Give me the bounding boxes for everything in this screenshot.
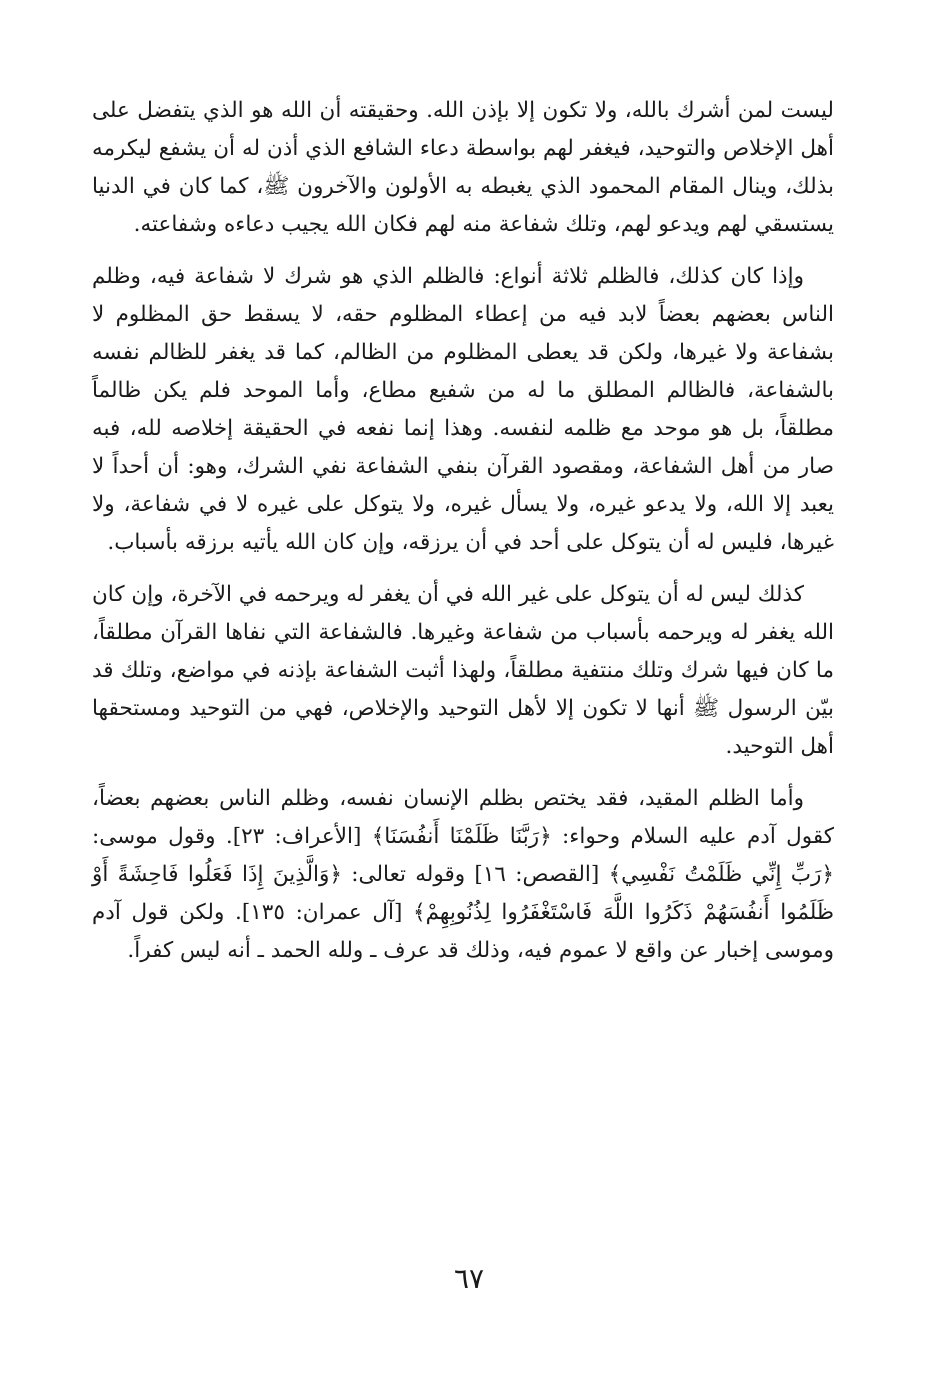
paragraph-1: ليست لمن أشرك بالله، ولا تكون إلا بإذن الله. وحقيقته أن الله هو الذي يتفضل على أهل الإخلاص والتوحيد، فيغفر لهم بواسطة دعاء الشافع الذي أذن له أن يشفع ليكرمه بذلك، وينال المقام المحمود الذي يغبطه به الأولون والآخرون ﷺ، كما كان في الدنيا يستسقي لهم ويدعو لهم، وتلك شفاعة منه لهم فكان الله يجيب دعاءه وشفاعته. xyxy=(92,98,834,237)
paragraph-4: وأما الظلم المقيد، فقد يختص بظلم الإنسان نفسه، وظلم الناس بعضهم بعضاً، كقول آدم عليه السلام وحواء: ﴿رَبَّنَا ظَلَمْنَا أَنفُسَنَا﴾ [الأعراف: ٢٣]. وقول موسى: ﴿رَبِّ إِنِّي ظَلَمْتُ نَفْسِي﴾ [القصص: ١٦] وقوله تعالى: ﴿وَالَّذِينَ إِذَا فَعَلُوا فَاحِشَةً أَوْ ظَلَمُوا أَنفُسَهُمْ ذَكَرُوا اللَّهَ فَاسْتَغْفَرُوا لِذُنُوبِهِمْ﴾ [آل عمران: ١٣٥]. ولكن قول آدم وموسى إخبار عن واقع لا عموم فيه، وذلك قد عرف ـ ولله الحمد ـ أنه ليس كفراً. xyxy=(92,786,834,963)
paragraph-2: وإذا كان كذلك، فالظلم ثلاثة أنواع: فالظلم الذي هو شرك لا شفاعة فيه، وظلم الناس بعضهم بعضاً لابد فيه من إعطاء المظلوم حقه، لا يسقط حق المظلوم لا بشفاعة ولا غيرها، ولكن قد يعطى المظلوم من الظالم، كما قد يغفر للظالم نفسه بالشفاعة، فالظالم المطلق ما له من شفيع مطاع، وأما الموحد فلم يكن ظالماً مطلقاً، بل هو موحد مع ظلمه لنفسه. وهذا إنما نفعه في الحقيقة إخلاصه لله، فبه صار من أهل الشفاعة، ومقصود القرآن بنفي الشفاعة نفي الشرك، وهو: أن أحداً لا يعبد إلا الله، ولا يدعو غيره، ولا يسأل غيره، ولا يتوكل على غيره لا في شفاعة، ولا غيرها، فليس له أن يتوكل على أحد في أن يرزقه، وإن كان الله يأتيه برزقه بأسباب. xyxy=(92,264,834,555)
page-number: ٦٧ xyxy=(453,1262,485,1295)
paragraph-3: كذلك ليس له أن يتوكل على غير الله في أن يغفر له ويرحمه في الآخرة، وإن كان الله يغفر له ويرحمه بأسباب من شفاعة وغيرها. فالشفاعة التي نفاها القرآن مطلقاً، ما كان فيها شرك وتلك منتفية مطلقاً، ولهذا أثبت الشفاعة بإذنه في مواضع، وتلك قد بيّن الرسول ﷺ أنها لا تكون إلا لأهل التوحيد والإخلاص، فهي من التوحيد ومستحقها أهل التوحيد. xyxy=(92,582,834,759)
body-text xyxy=(92,92,834,984)
